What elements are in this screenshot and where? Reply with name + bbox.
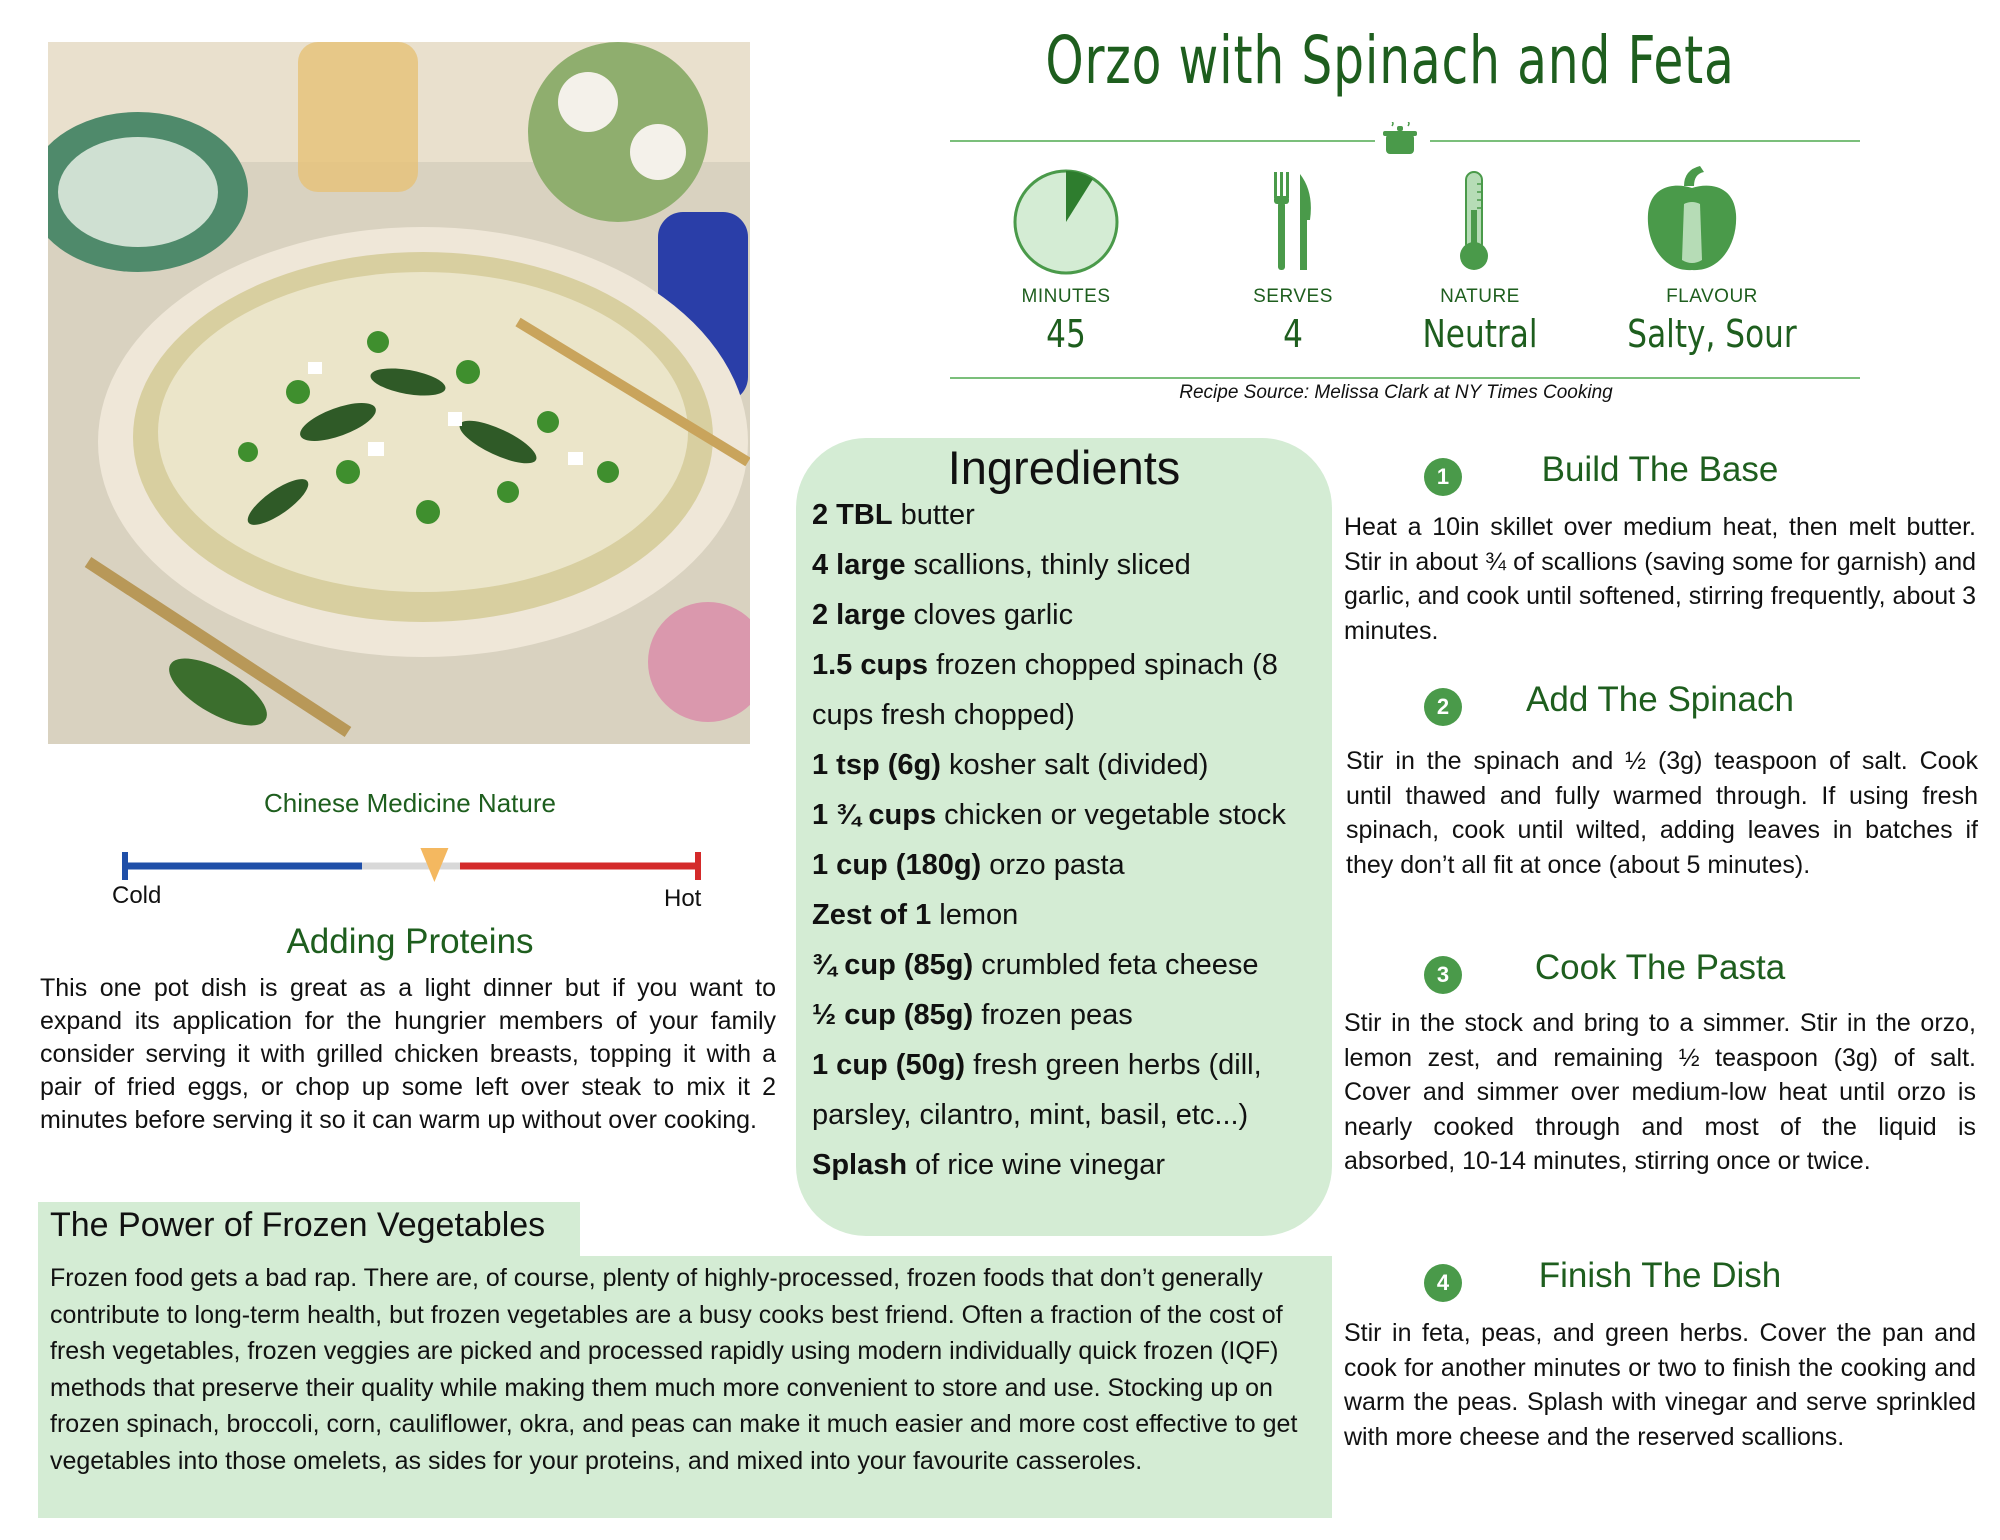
ingredient-item bbox=[812, 990, 1332, 1040]
ingredient-name: cloves garlic bbox=[905, 599, 1074, 631]
ingredient-qty: ½ cup (85g) bbox=[812, 999, 974, 1031]
ingredient-name: frozen peas bbox=[973, 999, 1133, 1031]
stat-flavour-value: Salty, Sour bbox=[1627, 312, 1797, 356]
ingredient-qty: Zest of 1 bbox=[812, 899, 932, 931]
ingredient-item bbox=[812, 540, 1332, 590]
ingredient-qty: 1 cup (180g) bbox=[812, 849, 982, 881]
step-4-title: Finish The Dish bbox=[1538, 1256, 1782, 1295]
ingredient-item bbox=[812, 740, 1332, 790]
scale-hot-label: Hot bbox=[664, 885, 702, 912]
ingredient-name: frozen chopped spinach (8 cups fresh chopped) bbox=[812, 649, 1278, 731]
recipe-title: Orzo with Spinach and Feta bbox=[1045, 22, 1735, 99]
ingredient-item bbox=[812, 590, 1332, 640]
proteins-heading: Adding Proteins bbox=[286, 922, 534, 961]
step-1-number-badge: 1 bbox=[1424, 458, 1462, 496]
nature-scale-bar bbox=[118, 848, 704, 884]
stat-nature-value: Neutral bbox=[1422, 312, 1538, 356]
frozen-text: Frozen food gets a bad rap. There are, of course, plenty of highly-processed, frozen foods that don’t generally contribute to long-term health, but frozen vegetables are a busy cooks best friend. Often a fraction of the cost of fresh vegetables, frozen veggies are picked and processed rapidly using modern individually quick frozen (IQF) methods that preserve their quality while making them much more convenient to store and use. Stocking up on frozen spinach, broccoli, corn, cauliflower, okra, and peas can make it much easier and more cost effective to get vegetables into those omelets, as sides for your proteins, and mixed into your favourite casseroles. bbox=[50, 1264, 1298, 1475]
stat-serves bbox=[1193, 286, 1393, 356]
orzo-bowl-illustration bbox=[48, 42, 750, 744]
ingredient-name: butter bbox=[892, 499, 975, 531]
step-2-number-badge: 2 bbox=[1424, 688, 1462, 726]
ingredient-qty: ¾ cup (85g) bbox=[812, 949, 974, 981]
ingredient-name: of rice wine vinegar bbox=[907, 1149, 1165, 1181]
cooking-pot-icon bbox=[1380, 122, 1420, 158]
step-1-text: Heat a 10in skillet over medium heat, then melt butter. Stir in about ¾ of scallions (saving some for garnish) and garlic, and cook until softened, stirring frequently, about 3 minutes. bbox=[1344, 513, 1976, 645]
step-2-text: Stir in the spinach and ½ (3g) teaspoon of salt. Cook until thawed and fully warmed through. If using fresh spinach, cook until wilted, adding leaves in batches if they don’t all fit at once (about 5 minutes). bbox=[1346, 747, 1978, 879]
ingredient-item bbox=[812, 640, 1332, 740]
ingredient-qty: 1 cup (50g) bbox=[812, 1049, 966, 1081]
stat-serves-label: SERVES bbox=[1253, 286, 1333, 307]
recipe-source: Recipe Source: Melissa Clark at NY Times Cooking bbox=[1179, 382, 1613, 403]
stat-flavour-label: FLAVOUR bbox=[1666, 286, 1758, 307]
nature-scale-title: Chinese Medicine Nature bbox=[264, 788, 556, 818]
frozen-heading: The Power of Frozen Vegetables bbox=[50, 1206, 546, 1244]
ingredient-item bbox=[812, 790, 1332, 840]
ingredient-name: lemon bbox=[931, 899, 1019, 931]
dish-photo bbox=[48, 42, 750, 744]
ingredient-name: crumbled feta cheese bbox=[973, 949, 1259, 981]
stat-minutes-label: MINUTES bbox=[1021, 286, 1111, 307]
step-1-title: Build The Base bbox=[1541, 450, 1779, 489]
stat-nature-label: NATURE bbox=[1440, 286, 1520, 307]
stat-minutes bbox=[966, 286, 1166, 356]
step-3-title: Cook The Pasta bbox=[1534, 948, 1786, 987]
ingredient-name: kosher salt (divided) bbox=[940, 749, 1209, 781]
stat-flavour bbox=[1592, 286, 1832, 356]
stat-minutes-value: 45 bbox=[1046, 312, 1086, 356]
ingredient-name: fresh green herbs (dill, parsley, cilantro, mint, basil, etc...) bbox=[812, 1049, 1262, 1131]
proteins-text: This one pot dish is great as a light dinner but if you want to expand its application for the hungrier members of your family consider serving it with grilled chicken breasts, topping it with a pair of fried eggs, or chop up some left over steak to mix it 2 minutes before serving it so it can warm up without over cooking. bbox=[40, 974, 776, 1134]
step-4-number-badge: 4 bbox=[1424, 1264, 1462, 1302]
fork-knife-icon bbox=[1270, 172, 1316, 272]
ingredient-qty: 2 TBL bbox=[812, 499, 893, 531]
step-2-title: Add The Spinach bbox=[1526, 680, 1794, 719]
stats-divider bbox=[950, 377, 1860, 379]
clock-pie-icon bbox=[1012, 168, 1120, 276]
pepper-icon bbox=[1644, 164, 1740, 274]
ingredient-qty: Splash bbox=[812, 1149, 908, 1181]
ingredient-item bbox=[812, 490, 1332, 540]
ingredient-qty: 2 large bbox=[812, 599, 906, 631]
step-4-text: Stir in feta, peas, and green herbs. Cover the pan and cook for another minutes or two to finish the cooking and warm the peas. Splash with vinegar and serve sprinkled with more cheese and the reserved scallions. bbox=[1344, 1319, 1976, 1451]
scale-cold-label: Cold bbox=[112, 882, 162, 909]
ingredient-name: chicken or vegetable stock bbox=[936, 799, 1286, 831]
ingredient-qty: 1 ¾ cups bbox=[812, 799, 937, 831]
step-3-text: Stir in the stock and bring to a simmer. Stir in the orzo, lemon zest, and remaining ½ teaspoon (3g) of salt. Cover and simmer over medium-low heat until orzo is nearly cooked through and most of the liquid is absorbed, 10-14 minutes, stirring once or twice. bbox=[1344, 1009, 1976, 1175]
title-divider-right bbox=[1430, 140, 1860, 142]
title-divider-left bbox=[950, 140, 1375, 142]
thermometer-icon bbox=[1456, 170, 1492, 274]
stat-nature bbox=[1380, 286, 1580, 356]
ingredient-qty: 4 large bbox=[812, 549, 906, 581]
ingredient-item bbox=[812, 840, 1332, 890]
ingredients-list bbox=[812, 490, 1332, 1190]
ingredient-item bbox=[812, 1140, 1332, 1190]
ingredient-name: scallions, thinly sliced bbox=[905, 549, 1191, 581]
ingredient-item bbox=[812, 940, 1332, 990]
ingredient-name: orzo pasta bbox=[981, 849, 1125, 881]
ingredients-title: Ingredients bbox=[947, 441, 1181, 494]
ingredient-qty: 1.5 cups bbox=[812, 649, 929, 681]
ingredient-item bbox=[812, 890, 1332, 940]
stat-serves-value: 4 bbox=[1283, 312, 1303, 356]
ingredient-item bbox=[812, 1040, 1332, 1140]
step-3-number-badge: 3 bbox=[1424, 956, 1462, 994]
ingredient-qty: 1 tsp (6g) bbox=[812, 749, 941, 781]
